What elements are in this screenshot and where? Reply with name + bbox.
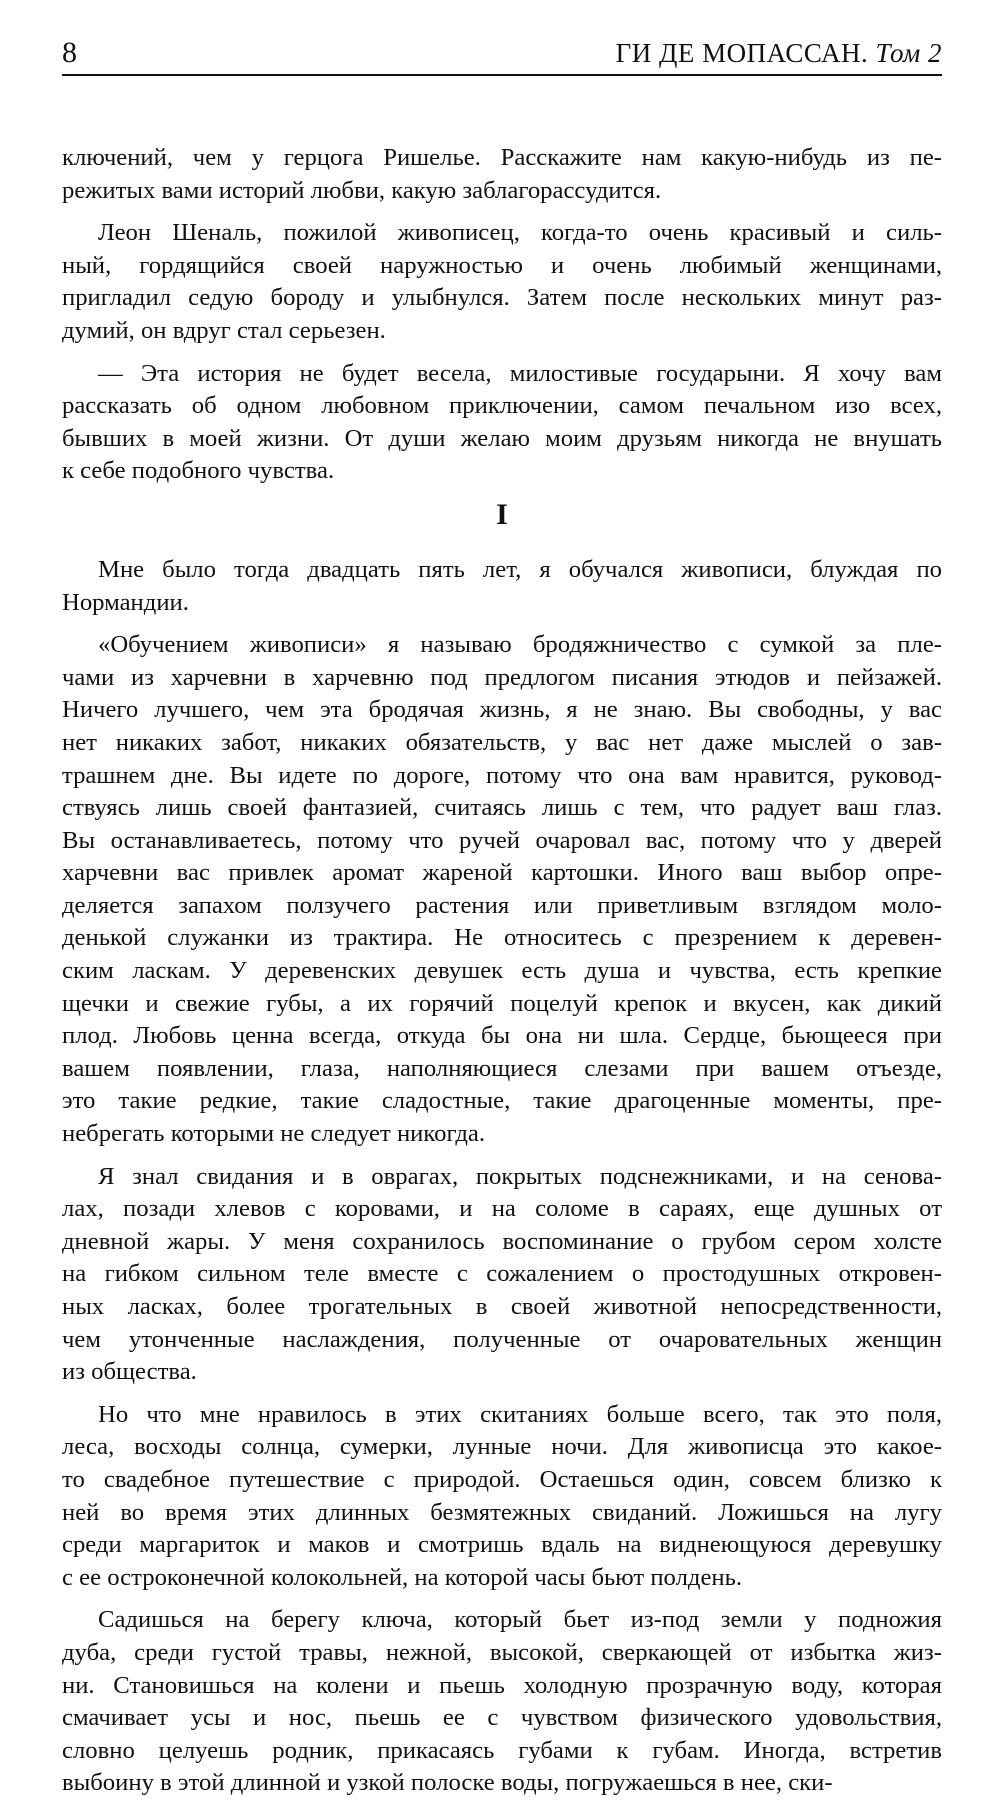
text-line: Я знал свидания и в оврагах, покрытых подснежниками, и на сенова- bbox=[98, 1162, 942, 1190]
text-line: леса, восходы солнца, сумерки, лунные ночи. Для живописца это какое- bbox=[62, 1433, 942, 1461]
text-line: чем утонченные наслаждения, полученные от очаровательных женщин bbox=[62, 1325, 942, 1353]
text-line: рассказать об одном любовном приключении, самом печальном изо всех, bbox=[62, 392, 942, 420]
text-line: вашем появлении, глаза, наполняющиеся слезами при вашем отъезде, bbox=[62, 1054, 942, 1082]
running-title bbox=[616, 38, 942, 69]
text-line: ный, гордящийся своей наружностью и очень любимый женщинами, bbox=[62, 251, 942, 279]
paragraph bbox=[62, 1604, 942, 1800]
text-line: Нормандии. bbox=[62, 588, 189, 616]
text-line: среди маргариток и маков и смотришь вдаль на виднеющуюся деревушку bbox=[62, 1531, 942, 1559]
text-line: ским ласкам. У деревенских девушек есть душа и чувства, есть крепкие bbox=[62, 957, 942, 985]
text-line: Мне было тогда двадцать пять лет, я обучался живописи, блуждая по bbox=[98, 555, 942, 583]
text-line: небрегать которыми не следует никогда. bbox=[62, 1120, 486, 1148]
text-line: думий, он вдруг стал серьезен. bbox=[62, 316, 386, 344]
intro-section bbox=[62, 142, 942, 488]
text-line: щечки и свежие губы, а их горячий поцелуй крепок и вкусен, как дикий bbox=[62, 989, 942, 1017]
text-line: «Обучением живописи» я называю бродяжничество с сумкой за пле- bbox=[98, 631, 942, 659]
text-line: на гибком сильном теле вместе с сожалением о простодушных откровен- bbox=[62, 1260, 942, 1288]
text-line: бывших в моей жизни. От души желаю моим друзьям никогда не внушать bbox=[62, 424, 942, 452]
paragraph-gap bbox=[62, 1151, 942, 1161]
text-line: Но что мне нравилось в этих скитаниях больше всего, так это поля, bbox=[98, 1400, 942, 1428]
text-line: — Эта история не будет весела, милостивые государыни. Я хочу вам bbox=[98, 359, 942, 387]
volume-label: Том 2 bbox=[875, 38, 942, 68]
body-text bbox=[62, 142, 942, 1800]
text-line: ных ласках, более трогательных в своей животной непосредственности, bbox=[62, 1293, 942, 1320]
text-line: ключений, чем у герцога Ришелье. Расскажите нам какую-нибудь из пе- bbox=[62, 144, 942, 171]
chapter-section bbox=[62, 554, 942, 1800]
text-line: из общества. bbox=[62, 1358, 197, 1386]
paragraph-gap bbox=[62, 1594, 942, 1604]
author-name: ГИ ДЕ МОПАССАН. bbox=[615, 38, 869, 68]
paragraph bbox=[62, 1161, 942, 1389]
paragraph bbox=[62, 142, 942, 207]
book-page bbox=[62, 30, 942, 1800]
text-line: нет никаких забот, никаких обязательств, у вас нет даже мыслей о зав- bbox=[62, 728, 942, 756]
text-line: это такие редкие, такие сладостные, такие драгоценные моменты, пре- bbox=[62, 1087, 942, 1115]
text-line: то свадебное путешествие с природой. Остаешься один, совсем близко к bbox=[62, 1465, 942, 1493]
paragraph-gap bbox=[62, 348, 942, 358]
page-number: 8 bbox=[62, 36, 77, 69]
text-line: денькой служанки из трактира. Не относитесь с презрением к деревен- bbox=[62, 924, 942, 952]
text-line: Вы останавливаетесь, потому что ручей очаровал вас, потому что у дверей bbox=[62, 826, 942, 854]
paragraph bbox=[62, 554, 942, 619]
text-line: дуба, среди густой травы, нежной, высокой, сверкающей от избытка жиз- bbox=[62, 1638, 942, 1666]
text-line: с ее остроконечной колокольней, на которой часы бьют полдень. bbox=[62, 1563, 743, 1591]
text-line: чами из харчевни в харчевню под предлогом писания этюдов и пейзажей. bbox=[62, 663, 942, 691]
paragraph bbox=[62, 358, 942, 488]
text-line: Леон Шеналь, пожилой живописец, когда-то очень красивый и силь- bbox=[98, 219, 942, 247]
paragraph-gap bbox=[62, 1389, 942, 1399]
text-line: харчевни вас привлек аромат жареной картошки. Иного ваш выбор опре- bbox=[62, 859, 942, 887]
text-line: трашнем дне. Вы идете по дороге, потому что она вам нравится, руковод- bbox=[62, 761, 942, 789]
text-line: деляется запахом ползучего растения или приветливым взглядом моло- bbox=[62, 891, 942, 919]
text-line: ни. Становишься на колени и пьешь холодную прозрачную воду, которая bbox=[62, 1671, 942, 1699]
text-line: смачивает усы и нос, пьешь ее с чувством физического удовольствия, bbox=[62, 1704, 942, 1732]
text-line: ней во время этих длинных безмятежных свиданий. Ложишься на лугу bbox=[62, 1498, 942, 1526]
paragraph bbox=[62, 629, 942, 1151]
chapter-heading: I bbox=[496, 497, 508, 531]
text-line: Ничего лучшего, чем эта бродячая жизнь, я не знаю. Вы свободны, у вас bbox=[62, 696, 942, 724]
text-line: выбоину в этой длинной и узкой полоске воды, погружаешься в нее, ски- bbox=[62, 1769, 833, 1797]
paragraph bbox=[62, 217, 942, 347]
paragraph bbox=[62, 1399, 942, 1595]
running-header bbox=[62, 30, 942, 76]
text-line: лах, позади хлевов с коровами, и на соломе в сараях, еще душных от bbox=[62, 1195, 942, 1223]
text-line: Садишься на берегу ключа, который бьет из-под земли у подножия bbox=[98, 1606, 942, 1634]
text-line: ствуясь лишь своей фантазией, считаясь лишь с тем, что радует ваш глаз. bbox=[62, 794, 942, 822]
text-line: режитых вами историй любви, какую заблагорассудится. bbox=[62, 176, 662, 204]
text-line: плод. Любовь ценна всегда, откуда бы она ни шла. Сердце, бьющееся при bbox=[62, 1022, 942, 1050]
text-line: дневной жары. У меня сохранилось воспоминание о грубом сером холсте bbox=[62, 1227, 942, 1255]
text-line: словно целуешь родник, прикасаясь губами к губам. Иногда, встретив bbox=[62, 1736, 942, 1764]
text-line: к себе подобного чувства. bbox=[62, 457, 335, 485]
text-line: пригладил седую бороду и улыбнулся. Затем после нескольких минут раз- bbox=[62, 284, 942, 312]
paragraph-gap bbox=[62, 207, 942, 217]
paragraph-gap bbox=[62, 619, 942, 629]
